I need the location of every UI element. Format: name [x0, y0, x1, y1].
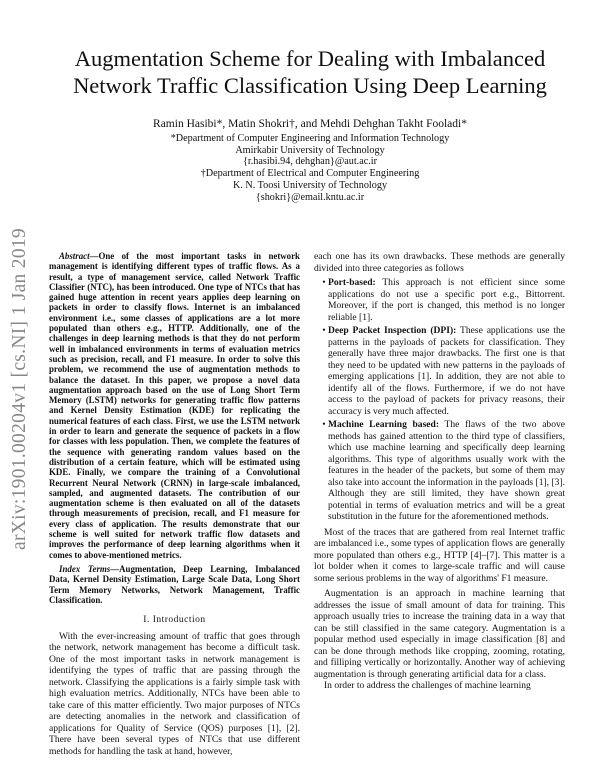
- affiliation-1-univ: Amirkabir University of Technology: [235, 144, 385, 156]
- paper-title: [40, 45, 580, 99]
- affiliation-2-email: {shokri}@email.kntu.ac.ir: [255, 191, 365, 203]
- title-line-1: Augmentation Scheme for Dealing with Imbalanced: [74, 46, 546, 71]
- index-terms-label: Index Terms: [59, 563, 111, 574]
- classifier-category-list: [314, 277, 565, 523]
- intro-paragraph-1: With the ever-increasing amount of traffic that goes through the network, network management has become a difficult task. One of the most important tasks in network management is identifying the types of traffic that are passing through the network. Classifying the applications is a fairly simple task with high evaluation metrics. Additionally, NTCs have been able to take care of this matter efficiently. Two major purposes of NTCs are detecting anomalies in the network and classification of applications for Quality of Service (QOS) purposes [1], [2]. There have been several types of NTCs that use different methods for handling the task at hand, however,: [49, 630, 300, 757]
- imbalance-paragraph: Most of the traces that are gathered from real Internet traffic are imbalanced i.e., some types of application flows are generally more populated than others e.g., HTTP [4]–[7]. This matter is a lot bolder when it comes to large-scale traffic and will cause some serious problems in the way of algorithms' F1 measure.: [314, 526, 565, 584]
- right-intro-paragraph: each one has its own drawbacks. These methods are generally divided into three categories as follows: [314, 251, 565, 274]
- index-terms: [49, 564, 300, 605]
- abstract: [49, 251, 300, 560]
- right-column: [314, 251, 565, 692]
- abstract-text: —One of the most important tasks in network management is identifying different types of traffic flows. As a result, a type of management service, called Network Traffic Classifier (NTC), has been introduced. One type of NTCs that has gained huge attention in recent years applies deep learning on packets in order to classify flows. Internet is an imbalanced environment i.e., some classes of applications are a lot more populated than others e.g., HTTP. Additionally, one of the challenges in deep learning methods is that they do not perform well in imbalanced environments in terms of evaluation metrics such as precision, recall, and F1 measure. In order to solve this problem, we recommend the use of augmentation methods to balance the dataset. In this paper, we propose a novel data augmentation approach based on the use of Long Short Term Memory (LSTM) networks for generating traffic flow patterns and Kernel Density Estimation (KDE) for replicating the numerical features of each class. First, we use the LSTM network in order to learn and generate the sequence of packets in a flow for classes with less population. Then, we complete the features of the sequence with generating random values based on the distribution of a certain feature, which will be estimated using KDE. Finally, we compare the training of a Convolutional Recurrent Neural Network (CRNN) in large-scale imbalanced, sampled, and augmented datasets. The contribution of our augmentation scheme is then evaluated on all of the datasets through measurements of precision, recall, and F1 measure for every class of application. The results demonstrate that our scheme is well suited for network traffic flow datasets and improves the performance of deep learning algorithms when it comes to above-mentioned metrics.: [49, 251, 300, 560]
- index-terms-text: —Augmentation, Deep Learning, Imbalanced Data, Kernel Density Estimation, Large Scale Data, Long Short Term Memory Networks, Network Management, Traffic Classification.: [49, 563, 300, 605]
- author-block: [40, 119, 580, 204]
- arxiv-sidebar: [6, 185, 34, 593]
- author-names: Ramin Hasibi*, Matin Shokri†, and Mehdi Dehghan Takht Fooladi*: [153, 118, 467, 130]
- list-item: • Machine Learning based: The flaws of the two above methods has gained attention to the third type of classifiers, which use machine learning and specifically deep learning algorithms. This type of algorithms usually work with the features in the header of the packets, but some of them may also take into account the information in the payloads [1], [3]. Although they are still limited, they have shown great potential in terms of evaluation metrics and will be a great substitution in the future for the aforementioned methods.: [328, 419, 565, 523]
- affiliation-1-dept: *Department of Computer Engineering and Information Technology: [170, 132, 450, 144]
- affiliation-1-email: {r.hasibi.94, dehghan}@aut.ac.ir: [242, 156, 378, 168]
- abstract-label: Abstract: [59, 251, 90, 261]
- list-item: • Port-based: This approach is not efficient since some applications do not use a specific port e.g., Bittorrent. Moreover, if the port is changed, this method is no longer reliable [1].: [328, 277, 565, 323]
- left-column: [49, 251, 300, 757]
- title-line-2: Network Traffic Classification Using Deep Learning: [73, 73, 547, 98]
- section-heading-introduction: I. Introduction: [143, 615, 206, 626]
- list-item: • Deep Packet Inspection (DPI): These applications use the patterns in the payloads of packets for classification. They generally have three major drawbacks. The first one is that they need to be updated with new patterns in the payloads of emerging applications [1]. In addition, they are not able to identify all of the flows. Furthermore, if we do not have access to the payload of packets for privacy reasons, their accuracy is very much affected.: [328, 325, 565, 417]
- arxiv-identifier: arXiv:1901.00204v1 [cs.NI] 1 Jan 2019: [9, 228, 30, 550]
- affiliation-2-univ: K. N. Toosi University of Technology: [232, 179, 388, 191]
- ml-challenges-paragraph: In order to address the challenges of machine learning: [324, 680, 531, 691]
- augmentation-paragraph: Augmentation is an approach in machine learning that addresses the issue of small amount of data for training. This approach usually tries to increase the training data in a way that can be still classified in the same category. Augmentation is a popular method used especially in image classification [8] and can be done through methods like cropping, zooming, rotating, and filliping vertically or horizontally. Another way of achieving augmentation is through generating artificial data for a class.: [314, 588, 565, 680]
- affiliation-2-dept: †Department of Electrical and Computer Engineering: [200, 168, 420, 180]
